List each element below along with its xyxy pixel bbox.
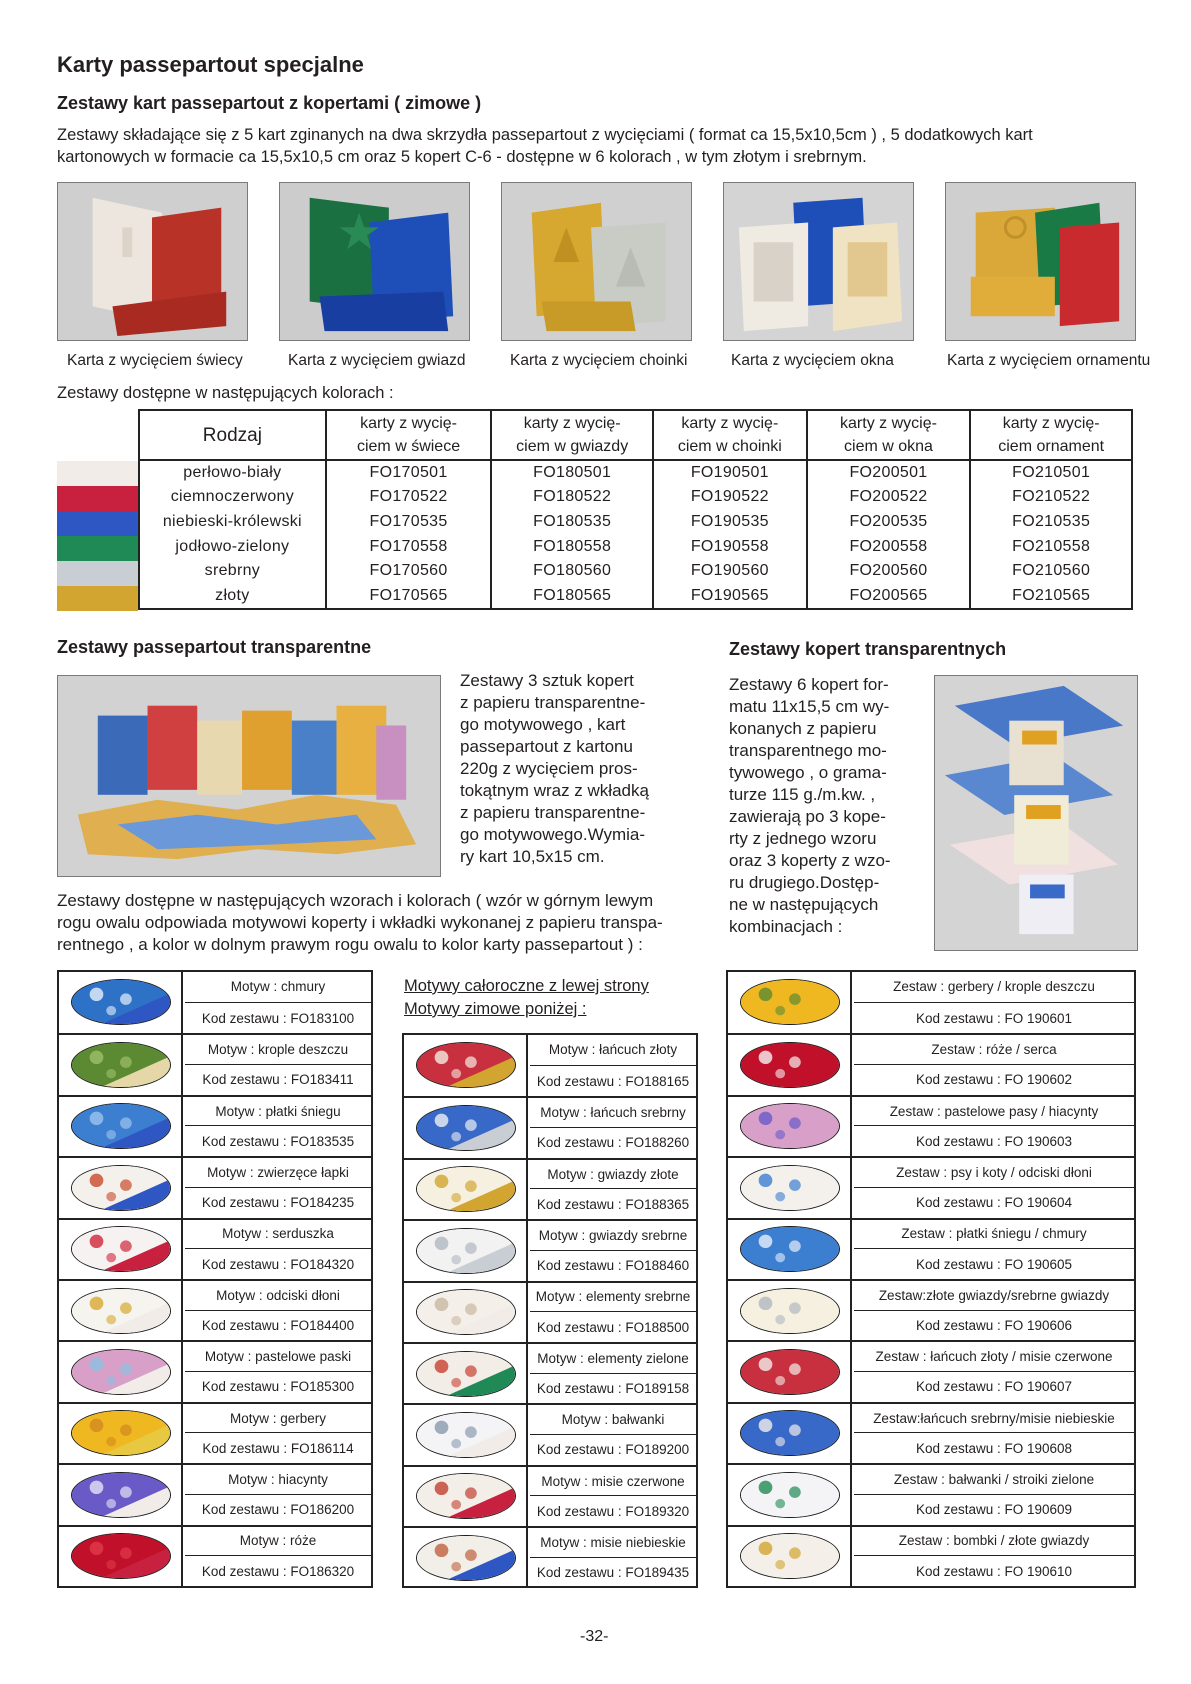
motif-swatch-cell [59, 1220, 183, 1279]
motif-row [404, 1096, 696, 1157]
transparent-passepartout-intro [57, 890, 663, 956]
motif-swatch-cell [404, 1528, 528, 1587]
motif-row [404, 1342, 696, 1403]
motif-row [59, 1463, 371, 1524]
product-code: FO190522 [653, 485, 807, 510]
text-line: turze 115 g./m.kw. , [729, 785, 876, 804]
motif-name: Zestaw:złote gwiazdy/srebrne gwiazdy [854, 1281, 1134, 1311]
motif-row [404, 1158, 696, 1219]
transparent-envelopes-description [729, 674, 891, 938]
header-column: karty z wycię- ciem w choinki [653, 410, 807, 460]
color-row [139, 559, 1132, 584]
text-line: Zestawy 6 kopert for- [729, 675, 889, 694]
motif-row [59, 1340, 371, 1401]
motif-oval-image [71, 979, 171, 1025]
text-line: rentnego , a kolor w dolnym prawym rogu owalu to kolor karty passepartout ) : [57, 935, 643, 954]
caption-candle: Karta z wycięciem świecy [67, 352, 243, 369]
text-line: z papieru transparentne- [460, 803, 646, 822]
page-title: Karty passepartout specjalne [57, 52, 364, 77]
swatch-fir-green [57, 536, 138, 561]
motif-swatch-cell [59, 1404, 183, 1463]
motif-oval-image [416, 1412, 516, 1458]
caption-stars: Karta z wycięciem gwiazd [288, 352, 466, 369]
motif-row [404, 1035, 696, 1096]
motif-oval-image [416, 1105, 516, 1151]
text-line: rty z jednego wzoru [729, 829, 877, 848]
motif-code: Kod zestawu : FO188500 [536, 1319, 690, 1335]
motif-name: Motyw : łańcuch srebrny [530, 1098, 696, 1128]
motif-oval-image [71, 1165, 171, 1211]
description-line: kartonowych w formacie ca 15,5x10,5 cm oraz 5 kopert C-6 - dostępne w 6 kolorach , w tym złotym i srebrnym. [57, 148, 867, 166]
motif-name: Zestaw : pastelowe pasy / hiacynty [854, 1097, 1134, 1127]
motif-oval-image [740, 1410, 840, 1456]
motif-row [728, 1525, 1134, 1586]
motif-swatch-cell [728, 1527, 852, 1586]
swatch-silver [57, 561, 138, 586]
motif-swatch-cell [728, 1035, 852, 1094]
text-line: oraz 3 koperty z wzo- [729, 851, 891, 870]
motif-row [728, 1463, 1134, 1524]
motif-name: Motyw : płatki śniegu [185, 1097, 371, 1127]
product-code: FO170535 [326, 510, 492, 535]
motif-swatch-cell [59, 1035, 183, 1094]
motif-code: Kod zestawu : FO189320 [536, 1503, 690, 1519]
color-row [139, 485, 1132, 510]
caption-tree: Karta z wycięciem choinki [510, 352, 688, 369]
motif-row [59, 1402, 371, 1463]
color-name: złoty [215, 586, 250, 604]
motif-name: Zestaw : płatki śniegu / chmury [854, 1220, 1134, 1250]
motif-oval-image [71, 1042, 171, 1088]
motif-swatch-cell [404, 1098, 528, 1157]
product-code: FO190565 [653, 584, 807, 609]
text-line: kombinacjach : [729, 917, 843, 936]
transparent-passepartout-description [460, 670, 649, 868]
motif-code: Kod zestawu : FO184235 [201, 1195, 355, 1211]
page-number: -32- [580, 1628, 609, 1645]
motif-name: Motyw : róże [185, 1527, 371, 1557]
motif-oval-image [416, 1351, 516, 1397]
motif-oval-image [740, 1533, 840, 1579]
motif-swatch-cell [59, 1465, 183, 1524]
text-line: Zestawy 3 sztuk kopert [460, 671, 634, 690]
header-type: Rodzaj [139, 410, 326, 460]
text-line: transparentnego mo- [729, 741, 887, 760]
section-heading-transparent-envelopes: Zestawy kopert transparentnych [729, 639, 1007, 659]
text-line: matu 11x15,5 cm wy- [729, 697, 890, 716]
motif-code: Kod zestawu : FO 190601 [915, 1010, 1073, 1026]
motif-name: Motyw : misie niebieskie [530, 1528, 696, 1558]
header-column: karty z wycię- ciem ornament [970, 410, 1132, 460]
motif-swatch-cell [404, 1283, 528, 1342]
product-code: FO170522 [326, 485, 492, 510]
motif-oval-image [71, 1533, 171, 1579]
motif-oval-image [740, 1226, 840, 1272]
motif-row [404, 1403, 696, 1464]
motif-code: Kod zestawu : FO186200 [201, 1502, 355, 1518]
motif-oval-image [416, 1228, 516, 1274]
motif-swatch-cell [404, 1467, 528, 1526]
product-photo-trees [501, 182, 692, 341]
header-column: karty z wycię- ciem w gwiazdy [491, 410, 653, 460]
motif-name: Motyw : gerbery [185, 1404, 371, 1434]
color-row [139, 584, 1132, 609]
motif-code: Kod zestawu : FO 190605 [915, 1256, 1073, 1272]
motif-oval-image [416, 1473, 516, 1519]
motif-oval-image [740, 1165, 840, 1211]
winter-motifs-note: Motywy zimowe poniżej : [404, 1000, 587, 1018]
caption-window: Karta z wycięciem okna [731, 352, 894, 369]
motif-oval-image [416, 1289, 516, 1335]
motif-row [728, 972, 1134, 1033]
text-line: tokątnym wraz z wkładką [460, 781, 649, 800]
motif-name: Motyw : gwiazdy złote [530, 1160, 696, 1190]
motif-swatch-cell [59, 1281, 183, 1340]
product-photo-transparent-passepartout [57, 675, 441, 877]
motif-code: Kod zestawu : FO 190604 [915, 1195, 1073, 1211]
motif-row [728, 1156, 1134, 1217]
product-code: FO180535 [491, 510, 653, 535]
motif-swatch-cell [404, 1344, 528, 1403]
motif-row [404, 1281, 696, 1342]
text-line: ry kart 10,5x15 cm. [460, 847, 605, 866]
product-code: FO190560 [653, 559, 807, 584]
motif-name: Zestaw : bałwanki / stroiki zielone [854, 1465, 1134, 1495]
motif-swatch-cell [59, 972, 183, 1033]
motif-name: Motyw : elementy zielone [530, 1344, 696, 1374]
product-code: FO210558 [970, 534, 1132, 559]
product-code: FO180560 [491, 559, 653, 584]
text-line: z papieru transparentne- [460, 693, 646, 712]
motif-row [728, 1340, 1134, 1401]
description-line: Zestawy składające się z 5 kart zginanych na dwa skrzydła passepartout z wycięciami ( format ca 15,5x10,5cm ) , 5 dodatkowych kart [57, 126, 1033, 144]
motif-row [728, 1279, 1134, 1340]
motif-code: Kod zestawu : FO186114 [202, 1440, 354, 1456]
year-round-motifs-table [57, 970, 373, 1588]
product-code: FO210535 [970, 510, 1132, 535]
motif-name: Motyw : krople deszczu [185, 1035, 371, 1065]
color-row [139, 534, 1132, 559]
section-heading-transparent-passepartout: Zestawy passepartout transparentne [57, 637, 372, 657]
motif-oval-image [71, 1288, 171, 1334]
product-code: FO210565 [970, 584, 1132, 609]
product-code: FO210560 [970, 559, 1132, 584]
motif-name: Motyw : elementy srebrne [530, 1283, 696, 1313]
text-line: tywowego , o grama- [729, 763, 887, 782]
motif-code: Kod zestawu : FO188460 [536, 1258, 690, 1274]
product-code: FO200501 [807, 460, 971, 485]
color-name: ciemnoczerwony [170, 488, 295, 506]
product-code: FO180558 [491, 534, 653, 559]
motif-row [59, 972, 371, 1033]
motif-row [59, 1525, 371, 1586]
motif-swatch-cell [728, 1465, 852, 1524]
motif-row [59, 1279, 371, 1340]
motif-row [404, 1465, 696, 1526]
motif-code: Kod zestawu : FO189158 [536, 1381, 690, 1397]
motif-row [59, 1218, 371, 1279]
winter-motifs-table [402, 1033, 698, 1588]
motif-oval-image [71, 1410, 171, 1456]
product-code: FO180501 [491, 460, 653, 485]
winter-sets-description [57, 124, 1033, 168]
text-line: rogu owalu odpowiada motywowi koperty i wkładki wykonanej z papieru transpa- [57, 913, 663, 932]
motif-oval-image [740, 979, 840, 1025]
product-code: FO180565 [491, 584, 653, 609]
motif-oval-image [416, 1042, 516, 1088]
motif-name: Motyw : zwierzęce łapki [185, 1158, 371, 1188]
text-line: go motywowego.Wymia- [460, 825, 646, 844]
motif-swatch-cell [404, 1035, 528, 1096]
product-photo-transparent-envelopes [934, 675, 1138, 951]
motif-name: Zestaw : bombki / złote gwiazdy [854, 1527, 1134, 1557]
product-code: FO170501 [326, 460, 492, 485]
motif-code: Kod zestawu : FO 190602 [915, 1072, 1073, 1088]
motif-name: Motyw : odciski dłoni [185, 1281, 371, 1311]
motif-name: Zestaw : łańcuch złoty / misie czerwone [854, 1342, 1134, 1372]
motif-oval-image [740, 1288, 840, 1334]
swatch-royal-blue [57, 511, 138, 536]
motif-code: Kod zestawu : FO 190607 [915, 1379, 1073, 1395]
motif-code: Kod zestawu : FO 190606 [915, 1318, 1073, 1334]
year-round-motifs-note: Motywy całoroczne z lewej strony [404, 977, 649, 995]
motif-name: Zestaw : psy i koty / odciski dłoni [854, 1158, 1134, 1188]
motif-code: Kod zestawu : FO185300 [201, 1379, 355, 1395]
motif-swatch-cell [404, 1221, 528, 1280]
motif-swatch-cell [59, 1527, 183, 1586]
motif-code: Kod zestawu : FO188260 [536, 1135, 690, 1151]
motif-swatch-cell [728, 1158, 852, 1217]
text-line: zawierają po 3 kope- [729, 807, 886, 826]
product-photo-ornament [945, 182, 1136, 341]
product-photo-windows [723, 182, 914, 341]
motif-swatch-cell [728, 972, 852, 1033]
motif-oval-image [740, 1349, 840, 1395]
motif-swatch-cell [404, 1405, 528, 1464]
motif-name: Zestaw:łańcuch srebrny/misie niebieskie [854, 1404, 1134, 1434]
color-row [139, 510, 1132, 535]
motif-name: Motyw : serduszka [185, 1220, 371, 1250]
motif-row [404, 1219, 696, 1280]
motif-swatch-cell [59, 1158, 183, 1217]
product-code: FO210522 [970, 485, 1132, 510]
motif-row [59, 1033, 371, 1094]
motif-swatch-cell [728, 1220, 852, 1279]
motif-row [728, 1402, 1134, 1463]
motif-name: Motyw : łańcuch złoty [530, 1035, 696, 1066]
motif-swatch-cell [728, 1097, 852, 1156]
motif-name: Motyw : hiacynty [185, 1465, 371, 1495]
product-code: FO200558 [807, 534, 971, 559]
caption-ornament: Karta z wycięciem ornamentu [947, 352, 1151, 369]
text-line: passepartout z kartonu [460, 737, 633, 756]
motif-code: Kod zestawu : FO183535 [201, 1133, 355, 1149]
motif-name: Motyw : bałwanki [530, 1405, 696, 1435]
motif-name: Zestaw : gerbery / krople deszczu [854, 972, 1134, 1003]
motif-oval-image [740, 1042, 840, 1088]
motif-name: Motyw : chmury [185, 972, 371, 1003]
motif-oval-image [71, 1226, 171, 1272]
motif-code: Kod zestawu : FO 190603 [915, 1133, 1073, 1149]
motif-swatch-cell [728, 1342, 852, 1401]
motif-row [728, 1218, 1134, 1279]
motif-code: Kod zestawu : FO188165 [536, 1073, 690, 1089]
motif-code: Kod zestawu : FO 190610 [915, 1563, 1073, 1579]
section-heading-winter-sets: Zestawy kart passepartout z kopertami ( zimowe ) [57, 93, 482, 113]
motif-row [59, 1156, 371, 1217]
motif-swatch-cell [728, 1281, 852, 1340]
swatch-dark-red [57, 486, 138, 511]
motif-row [728, 1033, 1134, 1094]
product-code: FO200560 [807, 559, 971, 584]
motif-swatch-cell [728, 1404, 852, 1463]
motif-oval-image [740, 1103, 840, 1149]
text-line: go motywowego , kart [460, 715, 626, 734]
swatch-pearl-white [57, 461, 138, 486]
motif-code: Kod zestawu : FO184400 [201, 1318, 355, 1334]
motif-code: Kod zestawu : FO183100 [201, 1010, 355, 1026]
text-line: 220g z wycięciem pros- [460, 759, 638, 778]
header-column: karty z wycię- ciem w świece [326, 410, 492, 460]
product-code: FO180522 [491, 485, 653, 510]
product-code: FO190535 [653, 510, 807, 535]
motif-oval-image [71, 1472, 171, 1518]
product-code: FO170565 [326, 584, 492, 609]
color-name: perłowo-biały [183, 464, 282, 481]
color-name: jodłowo-zielony [175, 537, 290, 555]
product-code: FO190558 [653, 534, 807, 559]
motif-swatch-cell [59, 1342, 183, 1401]
product-code: FO170558 [326, 534, 492, 559]
motif-swatch-cell [404, 1160, 528, 1219]
color-row [139, 460, 1132, 485]
text-line: ne w następujących [729, 895, 879, 914]
product-code: FO200535 [807, 510, 971, 535]
color-name: niebieski-królewski [162, 513, 302, 531]
motif-code: Kod zestawu : FO183411 [202, 1072, 354, 1088]
motif-code: Kod zestawu : FO189435 [536, 1565, 690, 1581]
product-code: FO190501 [653, 460, 807, 485]
motif-code: Kod zestawu : FO189200 [536, 1442, 690, 1458]
product-code: FO210501 [970, 460, 1132, 485]
swatch-gold [57, 586, 138, 611]
text-line: Zestawy dostępne w następujących wzorach i kolorach ( wzór w górnym lewym [57, 891, 654, 910]
product-code: FO200522 [807, 485, 971, 510]
motif-name: Motyw : pastelowe paski [185, 1342, 371, 1372]
motif-name: Motyw : gwiazdy srebrne [530, 1221, 696, 1251]
color-code-table [138, 409, 1133, 610]
motif-code: Kod zestawu : FO188365 [536, 1196, 690, 1212]
motif-oval-image [416, 1166, 516, 1212]
motif-row [59, 1095, 371, 1156]
color-name: srebrny [204, 562, 261, 580]
product-code: FO200565 [807, 584, 971, 609]
text-line: konanych z papieru [729, 719, 877, 738]
motif-oval-image [416, 1535, 516, 1581]
text-line: ru drugiego.Dostęp- [729, 873, 880, 892]
colors-intro: Zestawy dostępne w następujących kolorach : [57, 384, 394, 402]
motif-row [728, 1095, 1134, 1156]
envelope-sets-table [726, 970, 1136, 1588]
motif-oval-image [740, 1472, 840, 1518]
motif-name: Zestaw : róże / serca [854, 1035, 1134, 1065]
motif-oval-image [71, 1349, 171, 1395]
motif-swatch-cell [59, 1097, 183, 1156]
motif-code: Kod zestawu : FO184320 [201, 1256, 355, 1272]
motif-code: Kod zestawu : FO186320 [201, 1563, 355, 1579]
product-photo-stars [279, 182, 470, 341]
motif-name: Motyw : misie czerwone [530, 1467, 696, 1497]
motif-code: Kod zestawu : FO 190608 [915, 1440, 1073, 1456]
header-column: karty z wycię- ciem w okna [807, 410, 971, 460]
motif-row [404, 1526, 696, 1587]
product-code: FO170560 [326, 559, 492, 584]
motif-oval-image [71, 1103, 171, 1149]
product-photo-candle [57, 182, 248, 341]
motif-code: Kod zestawu : FO 190609 [915, 1502, 1073, 1518]
